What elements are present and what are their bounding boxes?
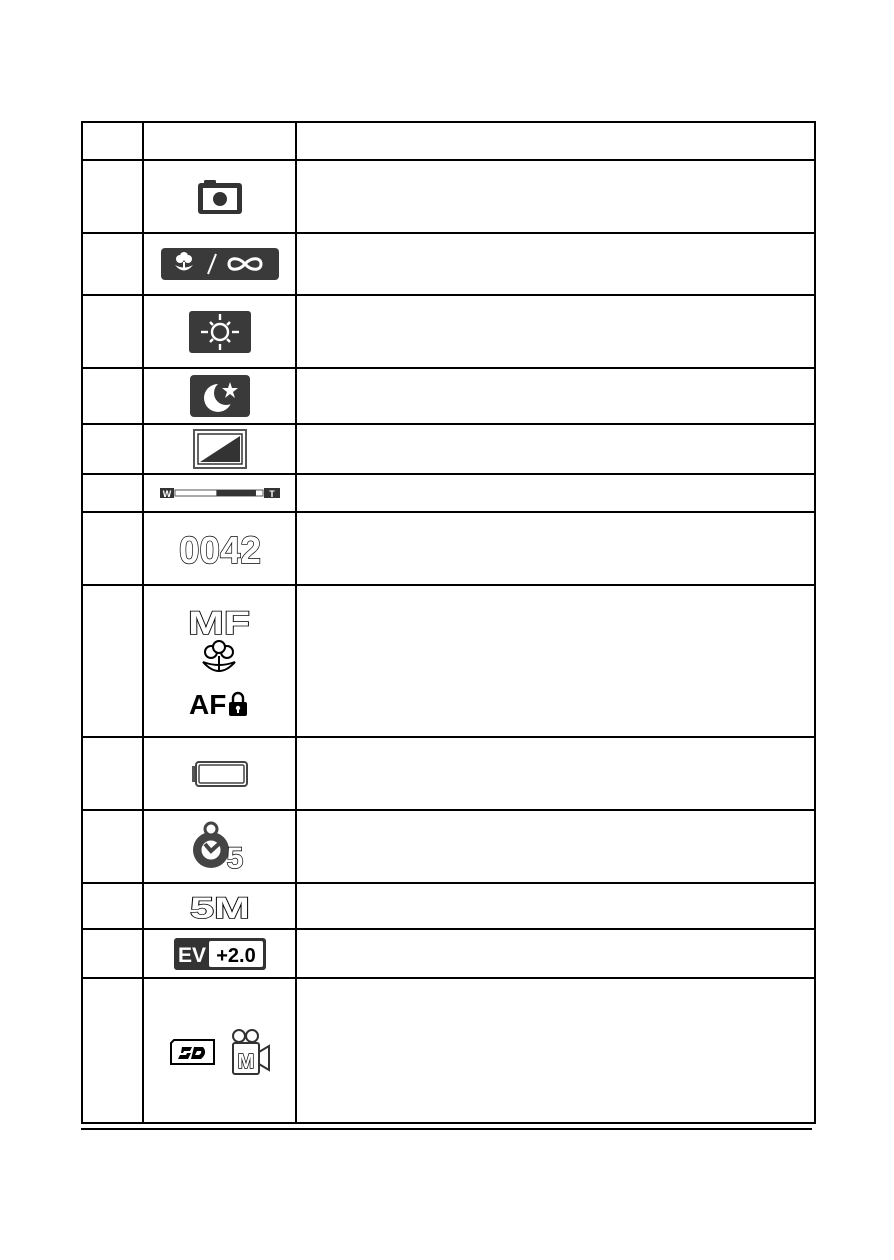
description-cell (296, 295, 815, 368)
zoom-tele-label: T (268, 488, 275, 499)
self-timer-icon (189, 820, 251, 874)
battery-level-fill (201, 767, 242, 781)
row-number-cell (82, 978, 143, 1123)
exposure-compensation-icon (174, 938, 266, 970)
table-row (82, 368, 815, 424)
row-number-cell (82, 474, 143, 512)
row-number-cell (82, 233, 143, 295)
table-row (82, 474, 815, 512)
header-cell-description (296, 122, 815, 160)
zoom-wide-label: W (162, 488, 171, 499)
macro-infinity-focus-icon (161, 248, 279, 280)
table-row (82, 512, 815, 585)
icon-cell (143, 737, 296, 810)
icon-cell (143, 474, 296, 512)
night-scene-icon (190, 375, 250, 417)
description-cell (296, 424, 815, 474)
resolution-text: 5M (189, 892, 250, 922)
table-row (82, 883, 815, 929)
icon-cell (143, 929, 296, 978)
description-cell (296, 978, 815, 1123)
resolution-icon (188, 890, 252, 922)
table-row (82, 295, 815, 368)
table-row (82, 978, 815, 1123)
table-header-row (82, 122, 815, 160)
lock-icon (229, 693, 247, 716)
table-row (82, 233, 815, 295)
table-row (82, 929, 815, 978)
video-camera-icon (233, 1030, 269, 1074)
video-mode-text: M (237, 1050, 254, 1073)
icon-description-table (81, 121, 816, 1124)
description-cell (296, 512, 815, 585)
header-cell-icon (143, 122, 296, 160)
icon-cell (143, 160, 296, 233)
sd-card-icon (171, 1040, 214, 1064)
description-cell (296, 474, 815, 512)
frame-counter-icon (175, 529, 265, 569)
battery-icon (191, 761, 249, 787)
description-cell (296, 737, 815, 810)
contrast-icon (193, 429, 247, 469)
row-number-cell (82, 585, 143, 737)
header-cell-number (82, 122, 143, 160)
icon-cell (143, 585, 296, 737)
icon-cell (143, 512, 296, 585)
description-cell (296, 368, 815, 424)
footer-rule (81, 1128, 812, 1130)
icon-cell (143, 295, 296, 368)
table-row (82, 424, 815, 474)
ev-value: +2.0 (215, 944, 256, 967)
ev-label: EV (177, 943, 206, 967)
macro-focus-icon (203, 641, 235, 671)
frame-counter-text: 0042 (178, 529, 261, 569)
description-cell (296, 929, 815, 978)
self-timer-seconds: 5 (226, 841, 243, 874)
description-cell (296, 233, 815, 295)
icon-cell (143, 233, 296, 295)
description-cell (296, 585, 815, 737)
daylight-scene-icon (189, 311, 251, 353)
row-number-cell (82, 424, 143, 474)
manual-focus-text: MF (187, 605, 250, 641)
table-row (82, 737, 815, 810)
description-cell (296, 160, 815, 233)
storage-video-icons (170, 1026, 270, 1076)
description-cell (296, 883, 815, 929)
focus-mode-icons (185, 602, 255, 720)
table-row (82, 160, 815, 233)
icon-cell (143, 424, 296, 474)
description-cell (296, 810, 815, 883)
table-row (82, 585, 815, 737)
icon-cell (143, 978, 296, 1123)
table-row (82, 810, 815, 883)
zoom-level-fill (216, 490, 256, 496)
af-lock-text: AF (188, 689, 226, 720)
icon-cell (143, 810, 296, 883)
icon-cell (143, 368, 296, 424)
zoom-bar-icon (160, 487, 280, 499)
row-number-cell (82, 512, 143, 585)
row-number-cell (82, 810, 143, 883)
camera-mode-icon (197, 179, 243, 215)
row-number-cell (82, 929, 143, 978)
row-number-cell (82, 160, 143, 233)
row-number-cell (82, 737, 143, 810)
row-number-cell (82, 368, 143, 424)
row-number-cell (82, 295, 143, 368)
row-number-cell (82, 883, 143, 929)
icon-cell (143, 883, 296, 929)
